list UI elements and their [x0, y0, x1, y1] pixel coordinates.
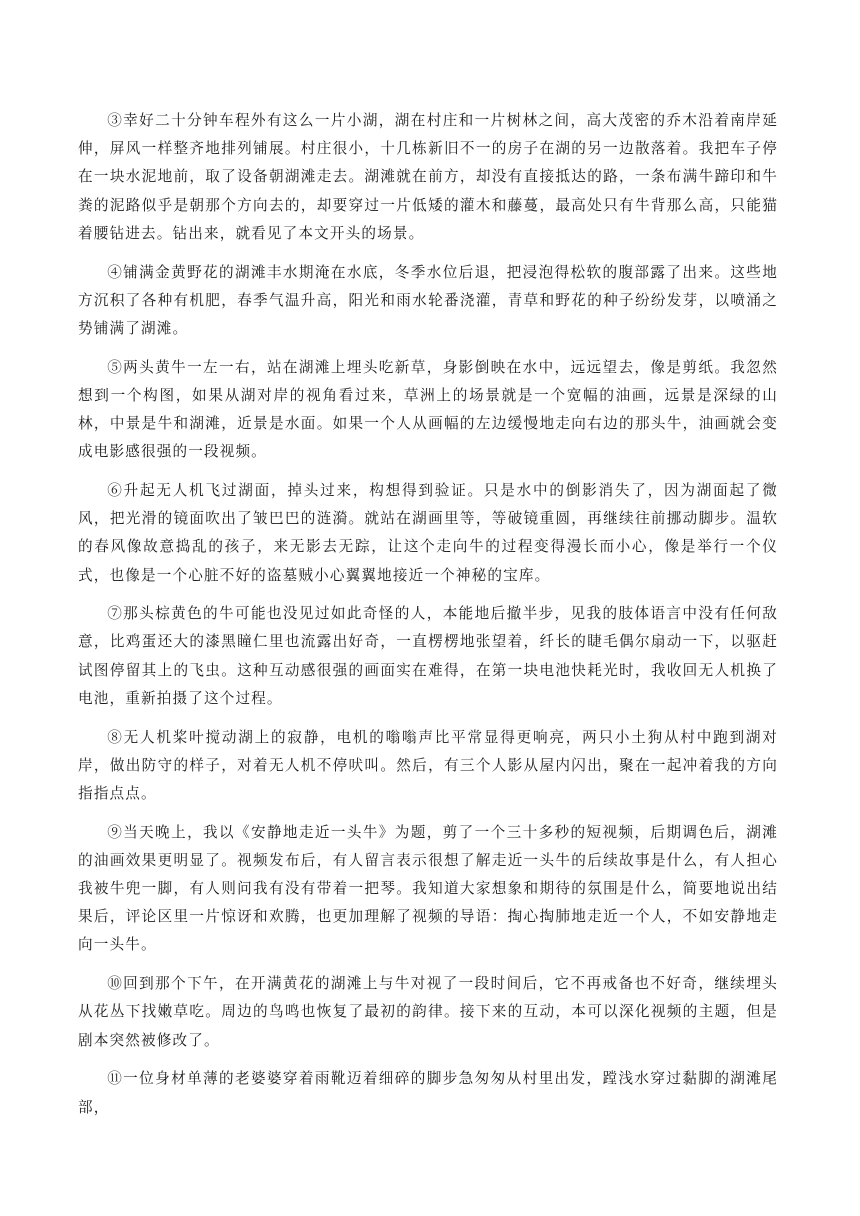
paragraph-5: ⑤两头黄牛一左一右，站在湖滩上埋头吃新草，身影倒映在水中，远远望去，像是剪纸。我忽然想到一个构图，如果从湖对岸的视角看过来，草洲上的场景就是一个宽幅的油画，远景是深绿的山林，中景是牛和湖滩，近景是水面。如果一个人从画幅的左边缓慢地走向右边的那头牛，油画就会变成电影感很强的一段视频。 [78, 358, 778, 461]
paragraph-7: ⑦那头棕黄色的牛可能也没见过如此奇怪的人，本能地后撤半步，见我的肢体语言中没有任何敌意，比鸡蛋还大的漆黑瞳仁里也流露出好奇，一直楞楞地张望着，纤长的睫毛偶尔扇动一下，以驱赶试图停留其上的飞虫。这种互动感很强的画面实在难得，在第一块电池快耗光时，我收回无人机换了电池，重新拍摄了这个过程。 [78, 605, 778, 707]
article-body [78, 107, 778, 1132]
paragraph-10: ⑩回到那个下午，在开满黄花的湖滩上与牛对视了一段时间后，它不再戒备也不好奇，继续埋头从花丛下找嫩草吃。周边的鸟鸣也恢复了最初的韵律。接下来的互动，本可以深化视频的主题，但是剧本突然被修改了。 [78, 975, 778, 1049]
paragraph-8: ⑧无人机桨叶搅动湖上的寂静，电机的嗡嗡声比平常显得更响亮，两只小土狗从村中跑到湖对岸，做出防守的样子，对着无人机不停吠叫。然后，有三个人影从屋内闪出，聚在一起冲着我的方向指指点点。 [78, 728, 778, 802]
paragraph-4: ④铺满金黄野花的湖滩丰水期淹在水底，冬季水位后退，把浸泡得松软的腹部露了出来。这些地方沉积了各种有机肥，春季气温升高，阳光和雨水轮番浇灌，青草和野花的种子纷纷发芽，以喷涌之势铺满了湖滩。 [78, 263, 778, 337]
paragraph-9: ⑨当天晚上，我以《安静地走近一头牛》为题，剪了一个三十多秒的短视频，后期调色后，湖滩的油画效果更明显了。视频发布后，有人留言表示很想了解走近一头牛的后续故事是什么，有人担心我被牛兜一脚，有人则问我有没有带着一把琴。我知道大家想象和期待的氛围是什么，简要地说出结果后，评论区里一片惊讶和欢腾，也更加理解了视频的导语：掏心掏肺地走近一个人，不如安静地走向一头牛。 [78, 823, 778, 954]
paragraph-3: ③幸好二十分钟车程外有这么一片小湖，湖在村庄和一片树林之间，高大茂密的乔木沿着南岸延伸，屏风一样整齐地排列铺展。村庄很小，十几栋新旧不一的房子在湖的另一边散落着。我把车子停在一块水泥地前，取了设备朝湖滩走去。湖滩就在前方，却没有直接抵达的路，一条布满牛蹄印和牛粪的泥路似乎是朝那个方向去的，却要穿过一片低矮的灌木和藤蔓，最高处只有牛背那么高，只能猫着腰钻进去。钻出来，就看见了本文开头的场景。 [78, 112, 778, 242]
paragraph-6: ⑥升起无人机飞过湖面，掉头过来，构想得到验证。只是水中的倒影消失了，因为湖面起了微风，把光滑的镜面吹出了皱巴巴的涟漪。就站在湖画里等，等破镜重圆，再继续往前挪动脚步。温软的春风像故意捣乱的孩子，来无影去无踪，让这个走向牛的过程变得漫长而小心，像是举行一个仪式，也像是一个心脏不好的盗墓贼小心翼翼地接近一个神秘的宝库。 [78, 481, 778, 584]
paragraph-11: ⑪一位身材单薄的老婆婆穿着雨靴迈着细碎的脚步急匆匆从村里出发，蹚浅水穿过黏脚的湖滩尾部， [78, 1070, 778, 1116]
